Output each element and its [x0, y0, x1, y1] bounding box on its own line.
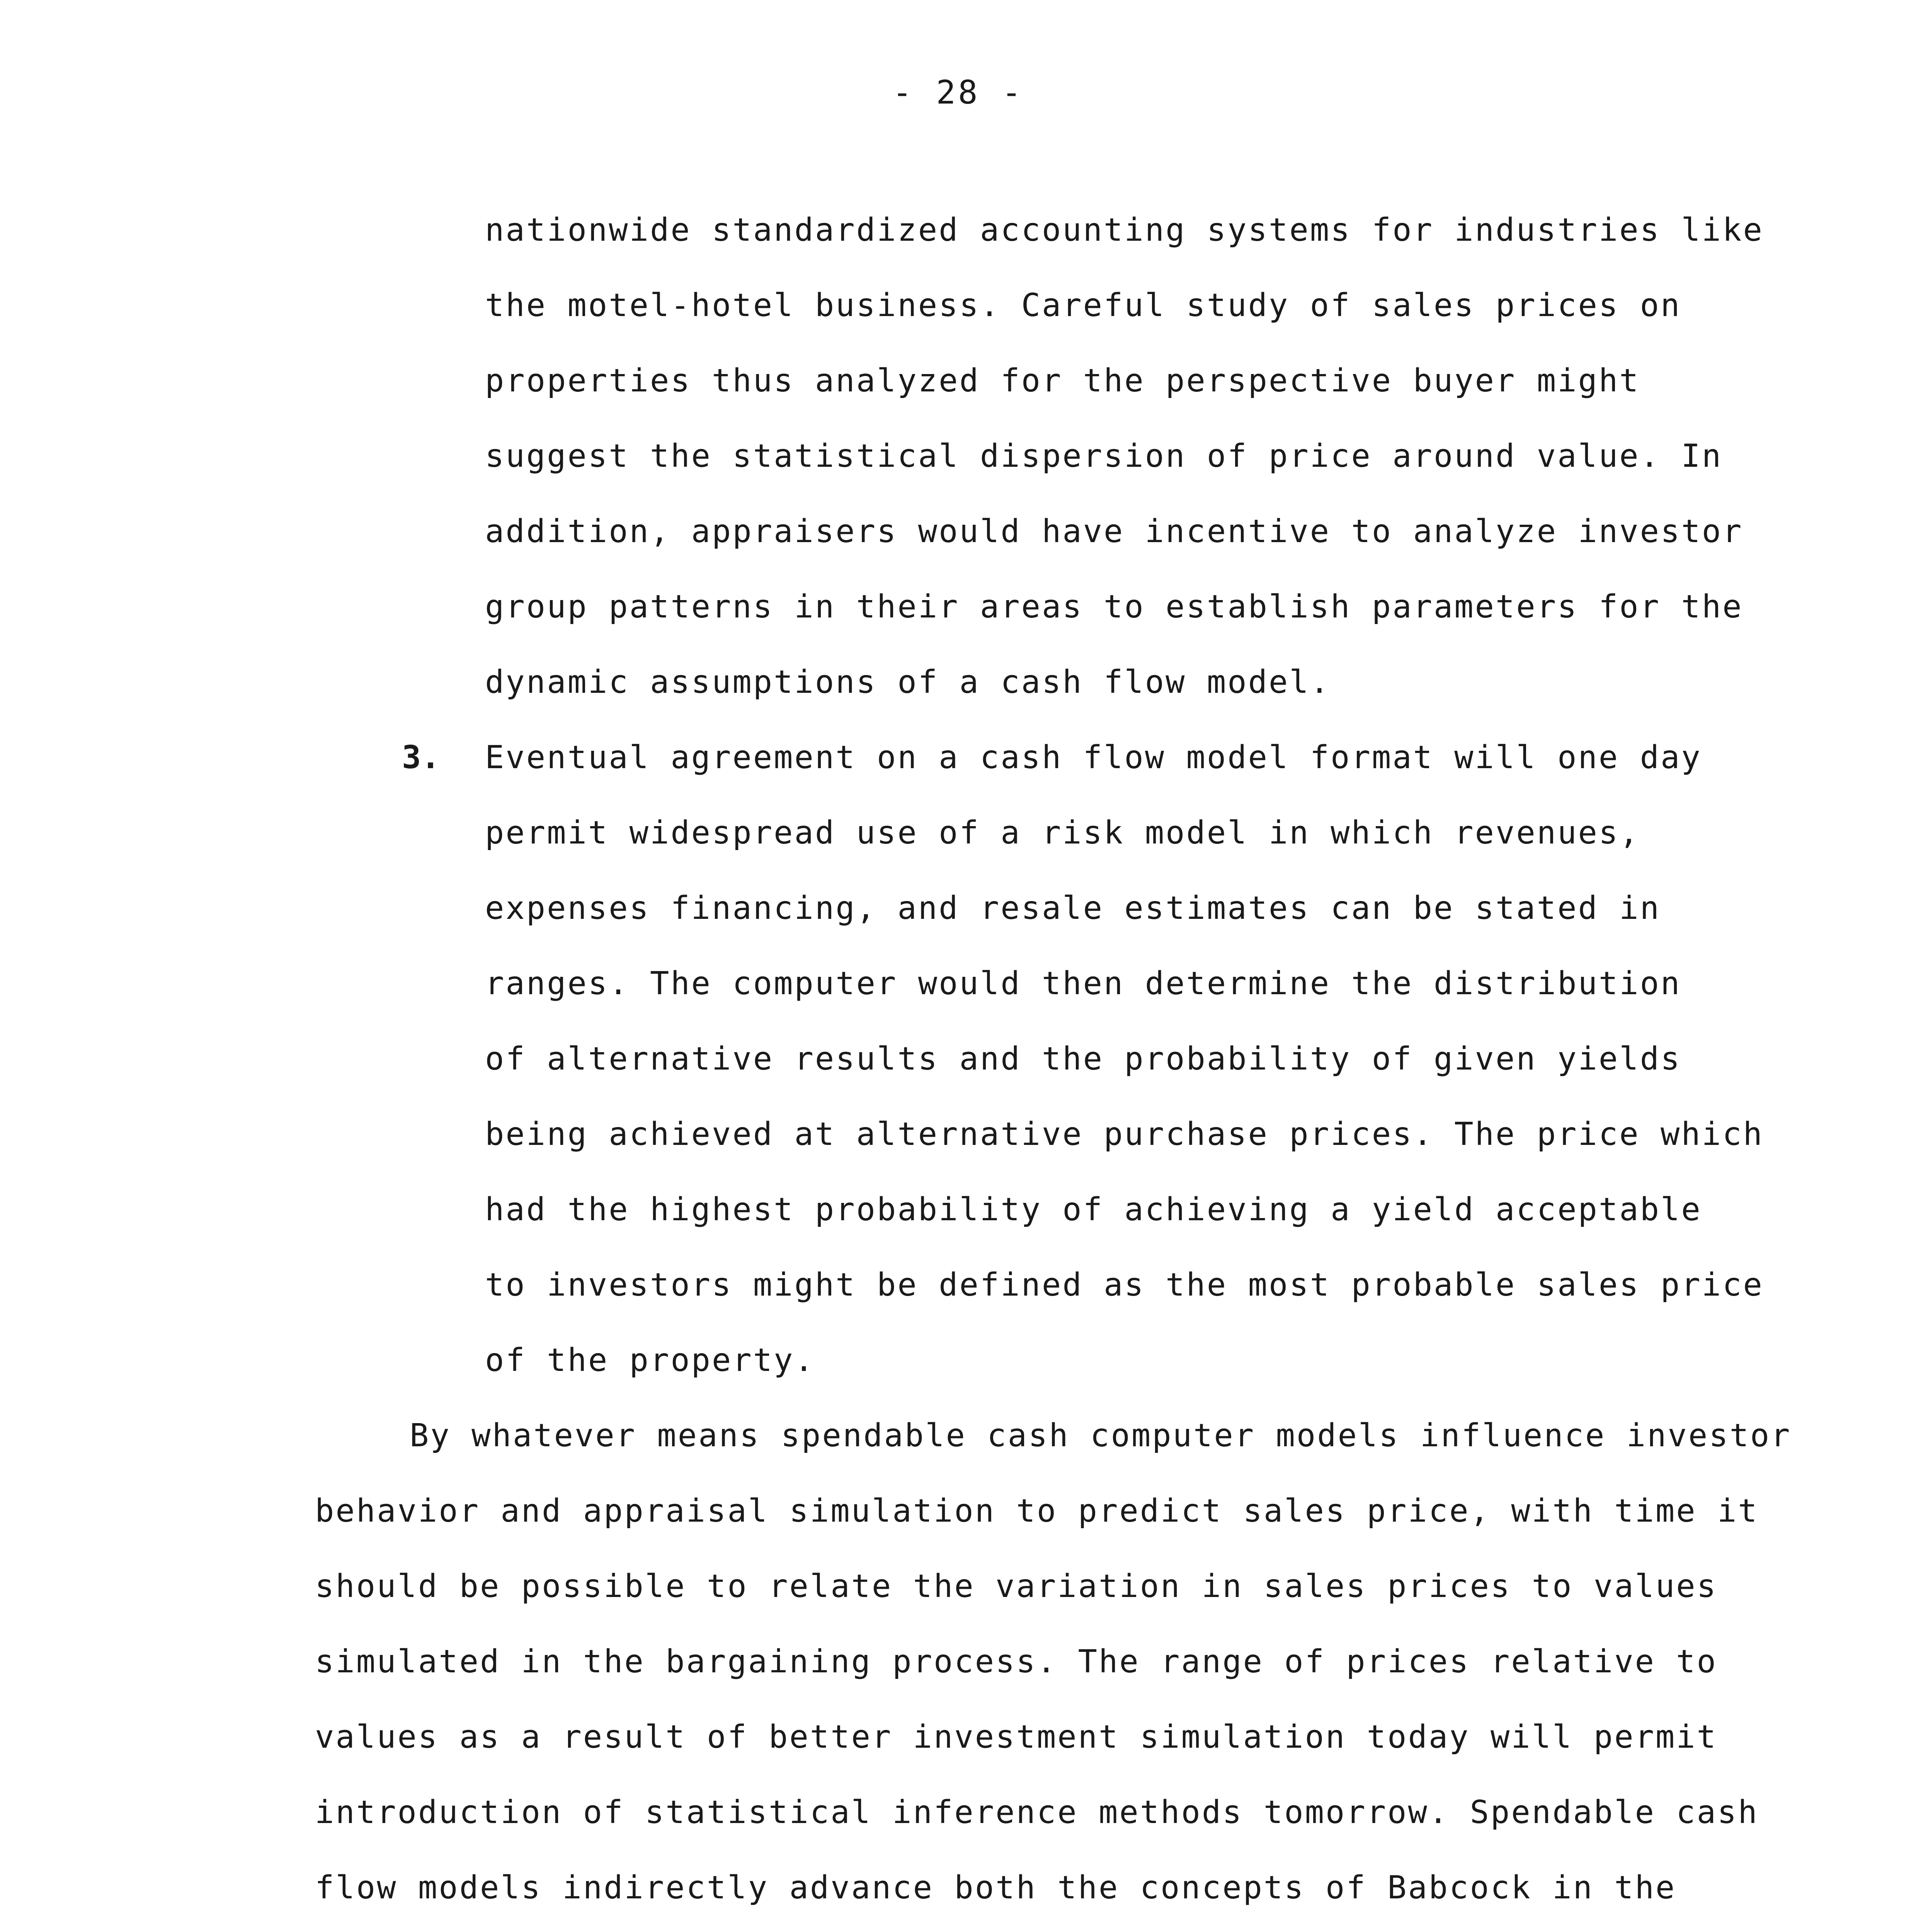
text-line: to investors might be defined as the most probable sales price	[485, 1267, 1764, 1303]
text-line: introduction of statistical inference methods tomorrow. Spendable cash	[315, 1794, 1759, 1831]
text-line: properties thus analyzed for the perspective buyer might	[485, 362, 1640, 399]
text-line: nationwide standardized accounting systems for industries like	[485, 212, 1764, 248]
text-line: ranges. The computer would then determine the distribution	[485, 965, 1681, 1002]
text-line: dynamic assumptions of a cash flow model.	[485, 664, 1331, 701]
text-line: By whatever means spendable cash computer models influence investor	[410, 1417, 1792, 1454]
list-number: 3.	[402, 739, 440, 776]
text-line: addition, appraisers would have incentive to analyze investor	[485, 513, 1743, 550]
page-number: - 28 -	[892, 73, 1024, 111]
text-line: the motel-hotel business. Careful study of sales prices on	[485, 287, 1681, 324]
text-line: of alternative results and the probability of given yields	[485, 1041, 1681, 1077]
text-line: behavior and appraisal simulation to predict sales price, with time it	[315, 1493, 1759, 1529]
text-line: values as a result of better investment simulation today will permit	[315, 1719, 1718, 1755]
text-line: being achieved at alternative purchase prices. The price which	[485, 1116, 1764, 1153]
text-line: had the highest probability of achieving a yield acceptable	[485, 1191, 1702, 1228]
text-line: Eventual agreement on a cash flow model format will one day	[485, 739, 1702, 776]
text-line: flow models indirectly advance both the concepts of Babcock in the	[315, 1869, 1676, 1906]
text-line: suggest the statistical dispersion of price around value. In	[485, 438, 1723, 474]
text-line: should be possible to relate the variation in sales prices to values	[315, 1568, 1718, 1605]
text-line: permit widespread use of a risk model in which revenues,	[485, 815, 1640, 851]
text-line: of the property.	[485, 1342, 815, 1379]
text-line: expenses financing, and resale estimates can be stated in	[485, 890, 1661, 927]
text-line: group patterns in their areas to establish parameters for the	[485, 588, 1743, 625]
text-line: simulated in the bargaining process. The range of prices relative to	[315, 1643, 1718, 1680]
